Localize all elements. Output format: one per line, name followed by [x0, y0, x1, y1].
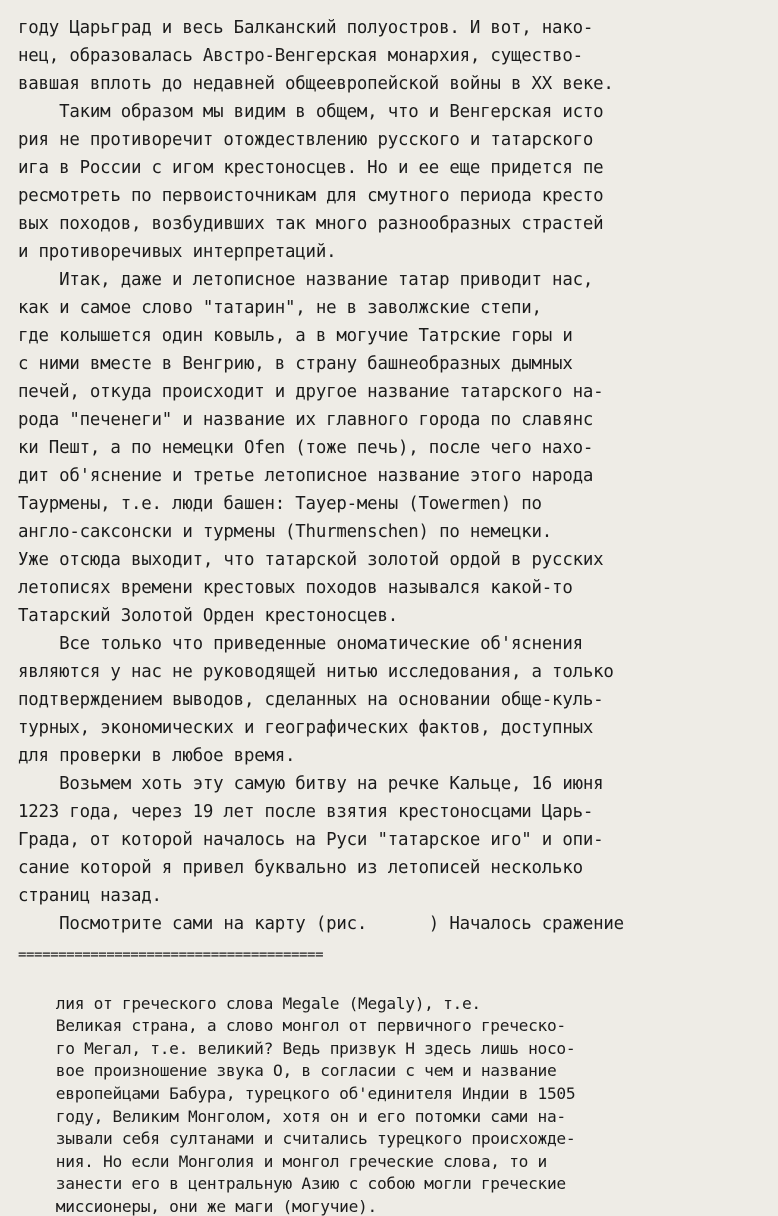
footnote	[18, 970, 774, 1216]
footnote-text: Великая страна, а слово монгол от первичного греческо-	[55, 1016, 566, 1036]
footnote-text: го Мегал, т.е. великий? Ведь призвук Н здесь лишь носо-	[55, 1038, 576, 1058]
text-line: печей, откуда происходит и другое название татарского на-	[18, 382, 604, 402]
footnote-line	[18, 970, 774, 993]
text-line: Уже отсюда выходит, что татарской золотой ордой в русских	[18, 550, 604, 570]
text-line: вавшая вплоть до недавней общеевропейской войны в XX веке.	[18, 74, 614, 94]
text-line: Все только что приведенные ономатические об'яснения	[18, 634, 583, 654]
text-line: как и самое слово "татарин", не в заволжские степи,	[18, 298, 542, 318]
footnote-text: году, Великим Монголом, хотя он и его потомки сами на-	[55, 1106, 566, 1126]
text-line: и противоречивых интерпретаций.	[18, 242, 337, 262]
text-line: 1223 года, через 19 лет после взятия крестоносцами Царь-	[18, 802, 594, 822]
footnote-text: лия от греческого слова Megale (Megaly), т.е.	[55, 993, 481, 1013]
footnote-text: европейцами Бабура, турецкого об'единителя Индии в 1505	[55, 1083, 576, 1103]
text-line: рия не противоречит отождествлению русского и татарского	[18, 130, 594, 150]
text-line: для проверки в любое время.	[18, 746, 296, 766]
text-line: ига в России с игом крестоносцев. Но и ее еще придется пе	[18, 158, 604, 178]
text-line: Таурмены, т.е. люди башен: Тауер-мены (Towermen) по	[18, 494, 542, 514]
footnote-line	[18, 1038, 774, 1061]
footnote-text: миссионеры, они же маги (могучие).	[55, 1196, 377, 1216]
text-line: вых походов, возбудивших так много разнообразных страстей	[18, 214, 604, 234]
text-line: Града, от которой началось на Руси "татарское иго" и опи-	[18, 830, 604, 850]
text-line: Посмотрите сами на карту (рис. ) Началось сражение	[18, 914, 624, 934]
text-line: с ними вместе в Венгрию, в страну башнеобразных дымных	[18, 354, 573, 374]
footnote-line	[18, 1151, 774, 1174]
text-line: где колышется один ковыль, а в могучие Татрские горы и	[18, 326, 573, 346]
footnote-line	[18, 1196, 774, 1216]
footnote-text: зывали себя султанами и считались турецкого происхожде-	[55, 1129, 576, 1149]
footnote-line	[18, 993, 774, 1016]
text-line: Возьмем хоть эту самую битву на речке Кальце, 16 июня	[18, 774, 604, 794]
text-line: ки Пешт, а по немецки Ofen (тоже печь), после чего нахо-	[18, 438, 594, 458]
text-line: нец, образовалась Австро-Венгерская монархия, существо-	[18, 46, 583, 66]
footnote-text: вое произношение звука О, в согласии с чем и название	[55, 1061, 557, 1081]
text-line: турных, экономических и географических фактов, доступных	[18, 718, 594, 738]
text-line: рода "печенеги" и название их главного города по славянс	[18, 410, 594, 430]
footnote-text: занести его в центральную Азию с собою могли греческие	[55, 1174, 566, 1194]
text-line: Татарский Золотой Орден крестоносцев.	[18, 606, 398, 626]
text-line: дит об'яснение и третье летописное название этого народа	[18, 466, 594, 486]
footnote-line	[18, 1173, 774, 1196]
text-line: сание которой я привел буквально из летописей несколько	[18, 858, 583, 878]
footnote-line	[18, 1015, 774, 1038]
footnote-line	[18, 1106, 774, 1129]
text-line: являются у нас не руководящей нитью исследования, а только	[18, 662, 614, 682]
footnote-line	[18, 1060, 774, 1083]
footnote-text: ния. Но если Монголия и монгол греческие слова, то и	[55, 1151, 547, 1171]
text-line: году Царьград и весь Балканский полуостров. И вот, нако-	[18, 18, 594, 38]
text-line: Таким образом мы видим в общем, что и Венгерская исто	[18, 102, 604, 122]
text-line: англо-саксонски и турмены (Thurmenschen) по немецки.	[18, 522, 553, 542]
footnote-separator: ======================================	[18, 947, 324, 963]
text-line: подтверждением выводов, сделанных на основании обще-куль-	[18, 690, 604, 710]
footnote-line	[18, 1083, 774, 1106]
text-line: страниц назад.	[18, 886, 162, 906]
text-line: ресмотреть по первоисточникам для смутного периода кресто	[18, 186, 604, 206]
text-line: летописях времени крестовых походов назывался какой-то	[18, 578, 573, 598]
text-line: Итак, даже и летописное название татар приводит нас,	[18, 270, 594, 290]
main-text	[18, 14, 774, 938]
footnote-line	[18, 1128, 774, 1151]
